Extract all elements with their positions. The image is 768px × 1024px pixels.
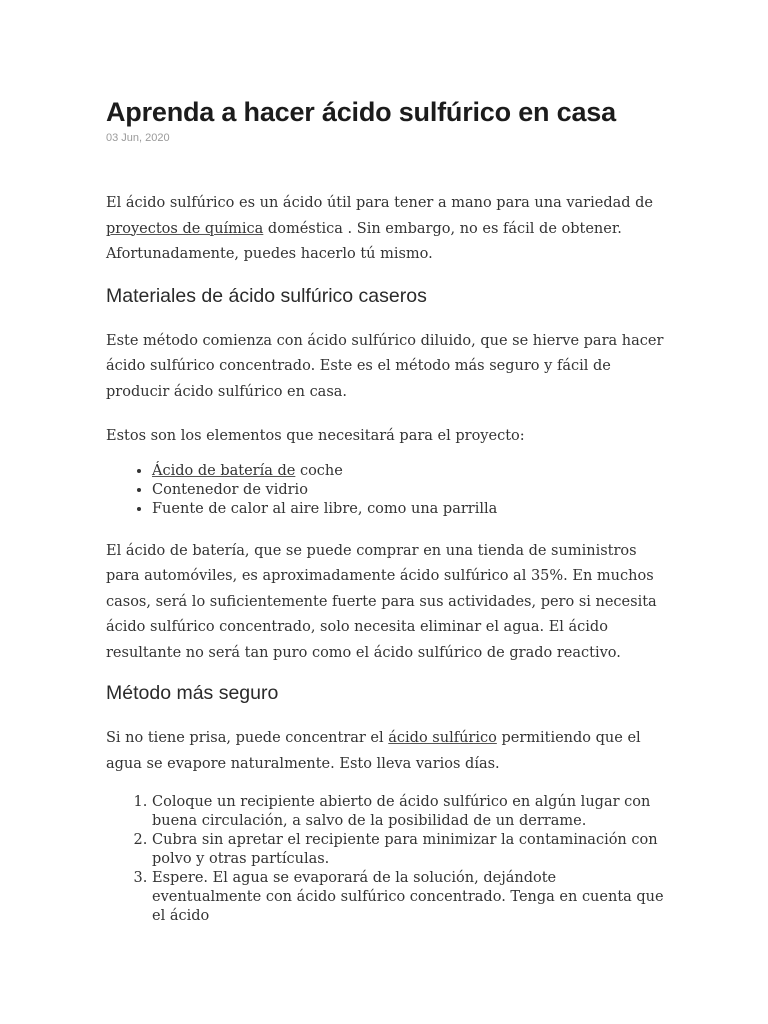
chemistry-projects-link[interactable]: proyectos de química xyxy=(106,220,264,237)
section-heading-safest-method: Método más seguro xyxy=(106,682,279,704)
steps-list xyxy=(106,793,666,926)
battery-acid-link[interactable]: Ácido de batería de xyxy=(152,462,296,479)
materials-list xyxy=(106,462,666,519)
list-item xyxy=(152,481,666,500)
article xyxy=(106,94,666,926)
article-title: Aprenda a hacer ácido sulfúrico en casa xyxy=(106,97,616,127)
publish-date: 03 Jun, 2020 xyxy=(106,132,170,144)
list-item-text: coche xyxy=(295,462,343,479)
step-item: 1. Coloque un recipiente abierto de ácido sulfúrico en algún lugar con buena circulación, a salvo de la posibilidad de un derrame. xyxy=(152,793,666,831)
safest-method-paragraph xyxy=(106,726,666,777)
method-paragraph: Este método comienza con ácido sulfúrico diluido, que se hierve para hacer ácido sulfúrico concentrado. Este es el método más seguro y fácil de producir ácido sulfúrico en casa. xyxy=(106,332,664,400)
sulfuric-acid-link[interactable]: ácido sulfúrico xyxy=(388,730,497,746)
list-item xyxy=(152,462,666,481)
safest-text-before: Si no tiene prisa, puede concentrar el xyxy=(106,730,389,746)
list-item-text: Fuente de calor al aire libre, como una parrilla xyxy=(152,500,498,517)
safest-text-after: permitiendo que el agua se evapore naturalmente. Esto lleva varios días. xyxy=(106,730,641,772)
items-intro-paragraph: Estos son los elementos que necesitará para el proyecto: xyxy=(106,428,525,444)
intro-text-before: El ácido sulfúrico es un ácido útil para tener a mano para una variedad de xyxy=(106,195,654,211)
intro-text-after: doméstica . Sin embargo, no es fácil de obtener. Afortunadamente, puedes hacerlo tú mismo. xyxy=(106,220,622,262)
list-item xyxy=(152,500,666,519)
battery-acid-paragraph: El ácido de batería, que se puede comprar en una tienda de suministros para automóviles, es aproximadamente ácido sulfúrico al 35%. En muchos casos, será lo suficientemente fuerte para sus actividades, pero si necesita ácido sulfúrico concentrado, solo necesita eliminar el agua. El ácido resultante no será tan puro como el ácido sulfúrico de grado reactivo. xyxy=(106,542,657,661)
step-item: 2. Cubra sin apretar el recipiente para minimizar la contaminación con polvo y otras partículas. xyxy=(152,831,666,869)
step-item: 3. Espere. El agua se evaporará de la solución, dejándote eventualmente con ácido sulfúrico concentrado. Tenga en cuenta que el ácido xyxy=(152,869,666,926)
intro-paragraph xyxy=(106,191,666,268)
list-item-text: Contenedor de vidrio xyxy=(152,481,308,498)
section-heading-materials: Materiales de ácido sulfúrico caseros xyxy=(106,284,427,307)
